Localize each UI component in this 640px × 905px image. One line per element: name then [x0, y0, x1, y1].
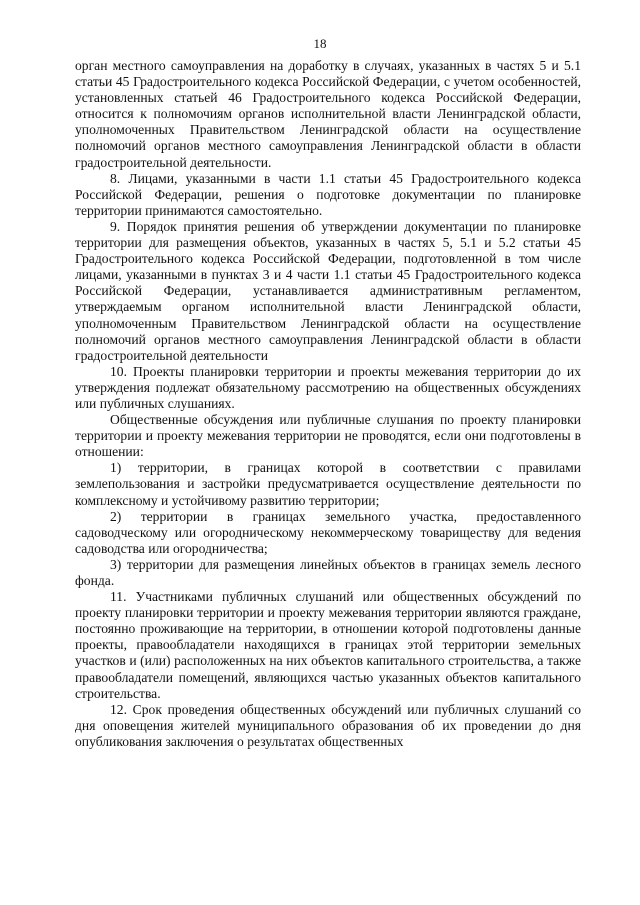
paragraph-subitem-2: 2) территории в границах земельного участка, предоставленного садоводческому или огородническому некоммерческому товариществу для ведения садоводства или огородничества; [75, 508, 581, 556]
paragraph-item-10: 10. Проекты планировки территории и проекты межевания территории до их утверждения подлежат обязательному рассмотрению на общественных обсуждениях или публичных слушаниях. [75, 363, 581, 411]
paragraph-continuation: орган местного самоуправления на доработку в случаях, указанных в частях 5 и 5.1 статьи 45 Градостроительного кодекса Российской Федерации, с учетом особенностей, установленных статьей 46 Градостроительного кодекса Российской Федерации, относится к полномочиям органов исполнительной власти Ленинградской области, уполномоченных Правительством Ленинградской области на осуществление полномочий органов местного самоуправления Ленинградской области в области градостроительной деятельности. [75, 58, 581, 170]
document-body [75, 58, 581, 750]
paragraph-subitem-1: 1) территории, в границах которой в соответствии с правилами землепользования и застройки предусматривается осуществление деятельности по комплексному и устойчивому развитию территории; [75, 460, 581, 508]
paragraph-exceptions-intro: Общественные обсуждения или публичные слушания по проекту планировки территории и проекту межевания территории не проводятся, если они подготовлены в отношении: [75, 412, 581, 460]
paragraph-item-8: 8. Лицами, указанными в части 1.1 статьи 45 Градостроительного кодекса Российской Федерации, решения о подготовке документации по планировке территории принимаются самостоятельно. [75, 170, 581, 218]
page-number: 18 [313, 36, 327, 51]
paragraph-item-9: 9. Порядок принятия решения об утверждении документации по планировке территории для размещения объектов, указанных в частях 5, 5.1 и 5.2 статьи 45 Градостроительного кодекса Российской Федерации, подготовленной в том числе лицами, указанными в пунктах 3 и 4 части 1.1 статьи 45 Градостроительного кодекса Российской Федерации, устанавливается административным регламентом, утверждаемым органом исполнительной власти Ленинградской области, уполномоченным Правительством Ленинградской области на осуществление полномочий органов местного самоуправления Ленинградской области в области градостроительной деятельности [75, 218, 581, 363]
paragraph-item-11: 11. Участниками публичных слушаний или общественных обсуждений по проекту планировки территории и проекту межевания территории являются граждане, постоянно проживающие на территории, в отношении которой подготовлены данные проекты, правообладатели находящихся в границах этой территории земельных участков и (или) расположенных на них объектов капитального строительства, а также правообладатели помещений, являющихся частью указанных объектов капитального строительства. [75, 589, 581, 701]
paragraph-subitem-3: 3) территории для размещения линейных объектов в границах земель лесного фонда. [75, 556, 581, 588]
paragraph-item-12: 12. Срок проведения общественных обсуждений или публичных слушаний со дня оповещения жителей муниципального образования об их проведении до дня опубликования заключения о результатах общественных [75, 701, 581, 749]
